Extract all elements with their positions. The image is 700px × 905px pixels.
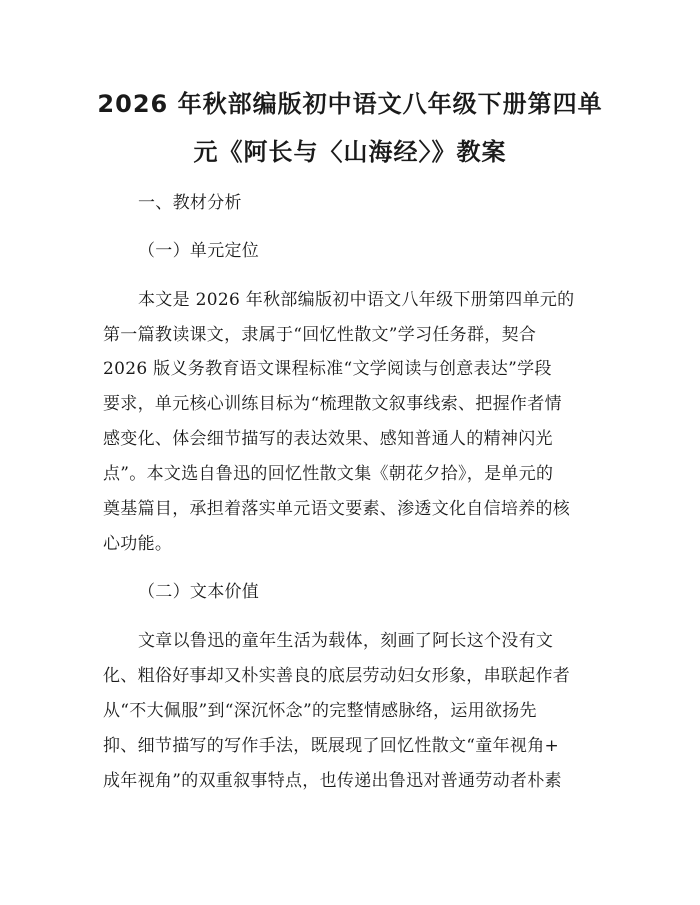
paragraph-line: 文章以鲁迅的童年生活为载体，刻画了阿长这个没有文 bbox=[138, 631, 554, 651]
subsection-heading-unit-positioning: （一）单元定位 bbox=[138, 241, 260, 261]
paragraph-line: 点”。本文选自鲁迅的回忆性散文集《朝花夕拾》，是单元的 bbox=[103, 464, 554, 484]
paragraph-line: 本文是 2026 年秋部编版初中语文八年级下册第四单元的 bbox=[138, 290, 575, 310]
paragraph-line: 2026 版义务教育语文课程标准“文学阅读与创意表达”学段 bbox=[103, 359, 552, 379]
paragraph-line: 从“不大佩服”到“深沉怀念”的完整情感脉络，运用欲扬先 bbox=[103, 701, 537, 721]
paragraph-line: 抑、细节描写的写作手法，既展现了回忆性散文“童年视角+ bbox=[103, 736, 560, 756]
document-title-line-2: 元《阿长与〈山海经〉》教案 bbox=[193, 138, 507, 166]
section-heading-teaching-material-analysis: 一、教材分析 bbox=[138, 193, 242, 213]
paragraph-line: 心功能。 bbox=[103, 534, 173, 554]
paragraph-line: 化、粗俗好事却又朴实善良的底层劳动妇女形象，串联起作者 bbox=[103, 666, 571, 686]
subsection-heading-text-value: （二）文本价值 bbox=[138, 582, 260, 602]
paragraph-line: 要求，单元核心训练目标为“梳理散文叙事线索、把握作者情 bbox=[103, 394, 562, 414]
paragraph-line: 第一篇教读课文，隶属于“回忆性散文”学习任务群，契合 bbox=[103, 325, 537, 345]
paragraph-line: 奠基篇目，承担着落实单元语文要素、渗透文化自信培养的核 bbox=[103, 499, 571, 519]
document-title-line-1: 2026 年秋部编版初中语文八年级下册第四单 bbox=[97, 90, 603, 118]
paragraph-line: 感变化、体会细节描写的表达效果、感知普通人的精神闪光 bbox=[103, 429, 553, 449]
paragraph-line: 成年视角”的双重叙事特点，也传递出鲁迅对普通劳动者朴素 bbox=[103, 771, 562, 791]
